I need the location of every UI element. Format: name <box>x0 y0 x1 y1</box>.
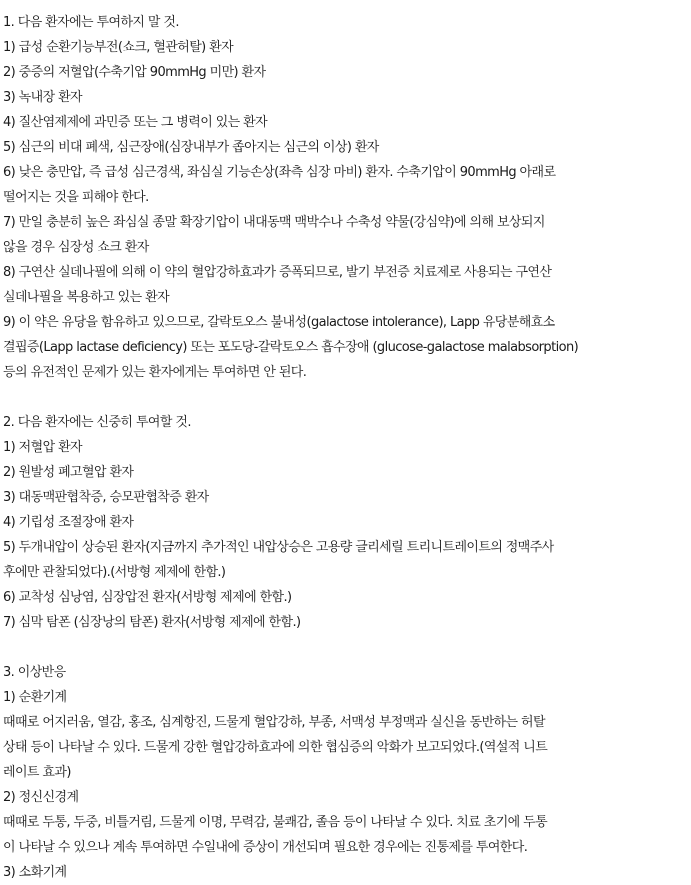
section-1-line: 결핍증(Lapp lactase deficiency) 또는 포도당-갈락토오스 흡수장애 (glucose-galactose malabsorption) <box>3 340 579 355</box>
section-1-line: 3) 녹내장 환자 <box>3 90 82 105</box>
section-3-line: 3) 소화기계 <box>3 865 67 880</box>
section-1-line: 않을 경우 심장성 쇼크 환자 <box>3 240 149 255</box>
section-1-line: 6) 낮은 충만압, 즉 급성 심근경색, 좌심실 기능손상(좌측 심장 마비) 환자. 수축기압이 90mmHg 아래로 <box>3 165 556 180</box>
section-3-line: 때때로 두통, 두중, 비틀거림, 드물게 이명, 무력감, 불쾌감, 졸음 등이 나타날 수 있다. 치료 초기에 두통 <box>3 815 548 830</box>
section-1-line: 9) 이 약은 유당을 함유하고 있으므로, 갈락토오스 불내성(galactose intolerance), Lapp 유당분해효소 <box>3 315 555 330</box>
section-spacer <box>3 385 685 410</box>
section-1-line: 2) 중증의 저혈압(수축기압 90mmHg 미만) 환자 <box>3 65 266 80</box>
section-1-line: 실데나필을 복용하고 있는 환자 <box>3 290 170 305</box>
section-3-line: 레이트 효과) <box>3 765 71 780</box>
section-1-line: 떨어지는 것을 피해야 한다. <box>3 190 149 205</box>
section-1-line: 4) 질산염제제에 과민증 또는 그 병력이 있는 환자 <box>3 115 268 130</box>
section-1-line: 8) 구연산 실데나필에 의해 이 약의 혈압강하효과가 증폭되므로, 발기 부전증 치료제로 사용되는 구연산 <box>3 265 552 280</box>
section-1-line: 7) 만일 충분히 높은 좌심실 종말 확장기압이 내대동맥 맥박수나 수축성 약물(강심약)에 의해 보상되지 <box>3 215 545 230</box>
section-3-line: 2) 정신신경계 <box>3 790 79 805</box>
section-2-heading: 2. 다음 환자에는 신중히 투여할 것. <box>3 415 191 430</box>
section-2-line: 3) 대동맥판협착증, 승모판협착증 환자 <box>3 490 209 505</box>
section-2-line: 후에만 관찰되었다).(서방형 제제에 한함.) <box>3 565 226 580</box>
section-3-line: 상태 등이 나타날 수 있다. 드물게 강한 혈압강하효과에 의한 협심증의 악화가 보고되었다.(역설적 니트 <box>3 740 548 755</box>
section-2-line: 7) 심막 탐폰 (심장낭의 탐폰) 환자(서방형 제제에 한함.) <box>3 615 301 630</box>
section-1-heading: 1. 다음 환자에는 투여하지 말 것. <box>3 15 179 30</box>
section-3-line: 이 나타날 수 있으나 계속 투여하면 수일내에 증상이 개선되며 필요한 경우에는 진통제를 투여한다. <box>3 840 528 855</box>
section-3-line: 1) 순환기계 <box>3 690 67 705</box>
section-1-line: 5) 심근의 비대 폐색, 심근장애(심장내부가 좁아지는 심근의 이상) 환자 <box>3 140 379 155</box>
section-3-line: 때때로 어지러움, 열감, 홍조, 심계항진, 드물게 혈압강하, 부종, 서맥성 부정맥과 실신을 동반하는 허탈 <box>3 715 545 730</box>
section-2-line: 4) 기립성 조절장애 환자 <box>3 515 134 530</box>
section-2-line: 1) 저혈압 환자 <box>3 440 82 455</box>
section-1-line: 1) 급성 순환기능부전(쇼크, 혈관허탈) 환자 <box>3 40 234 55</box>
section-3-heading: 3. 이상반응 <box>3 665 66 680</box>
section-2-line: 5) 두개내압이 상승된 환자(지금까지 추가적인 내압상승은 고용량 글리세릴 트리니트레이트의 정맥주사 <box>3 540 554 555</box>
section-2-line: 2) 원발성 폐고혈압 환자 <box>3 465 134 480</box>
section-spacer <box>3 635 685 660</box>
section-1-line: 등의 유전적인 문제가 있는 환자에게는 투여하면 안 된다. <box>3 365 307 380</box>
section-2-line: 6) 교착성 심낭염, 심장압전 환자(서방형 제제에 한함.) <box>3 590 292 605</box>
